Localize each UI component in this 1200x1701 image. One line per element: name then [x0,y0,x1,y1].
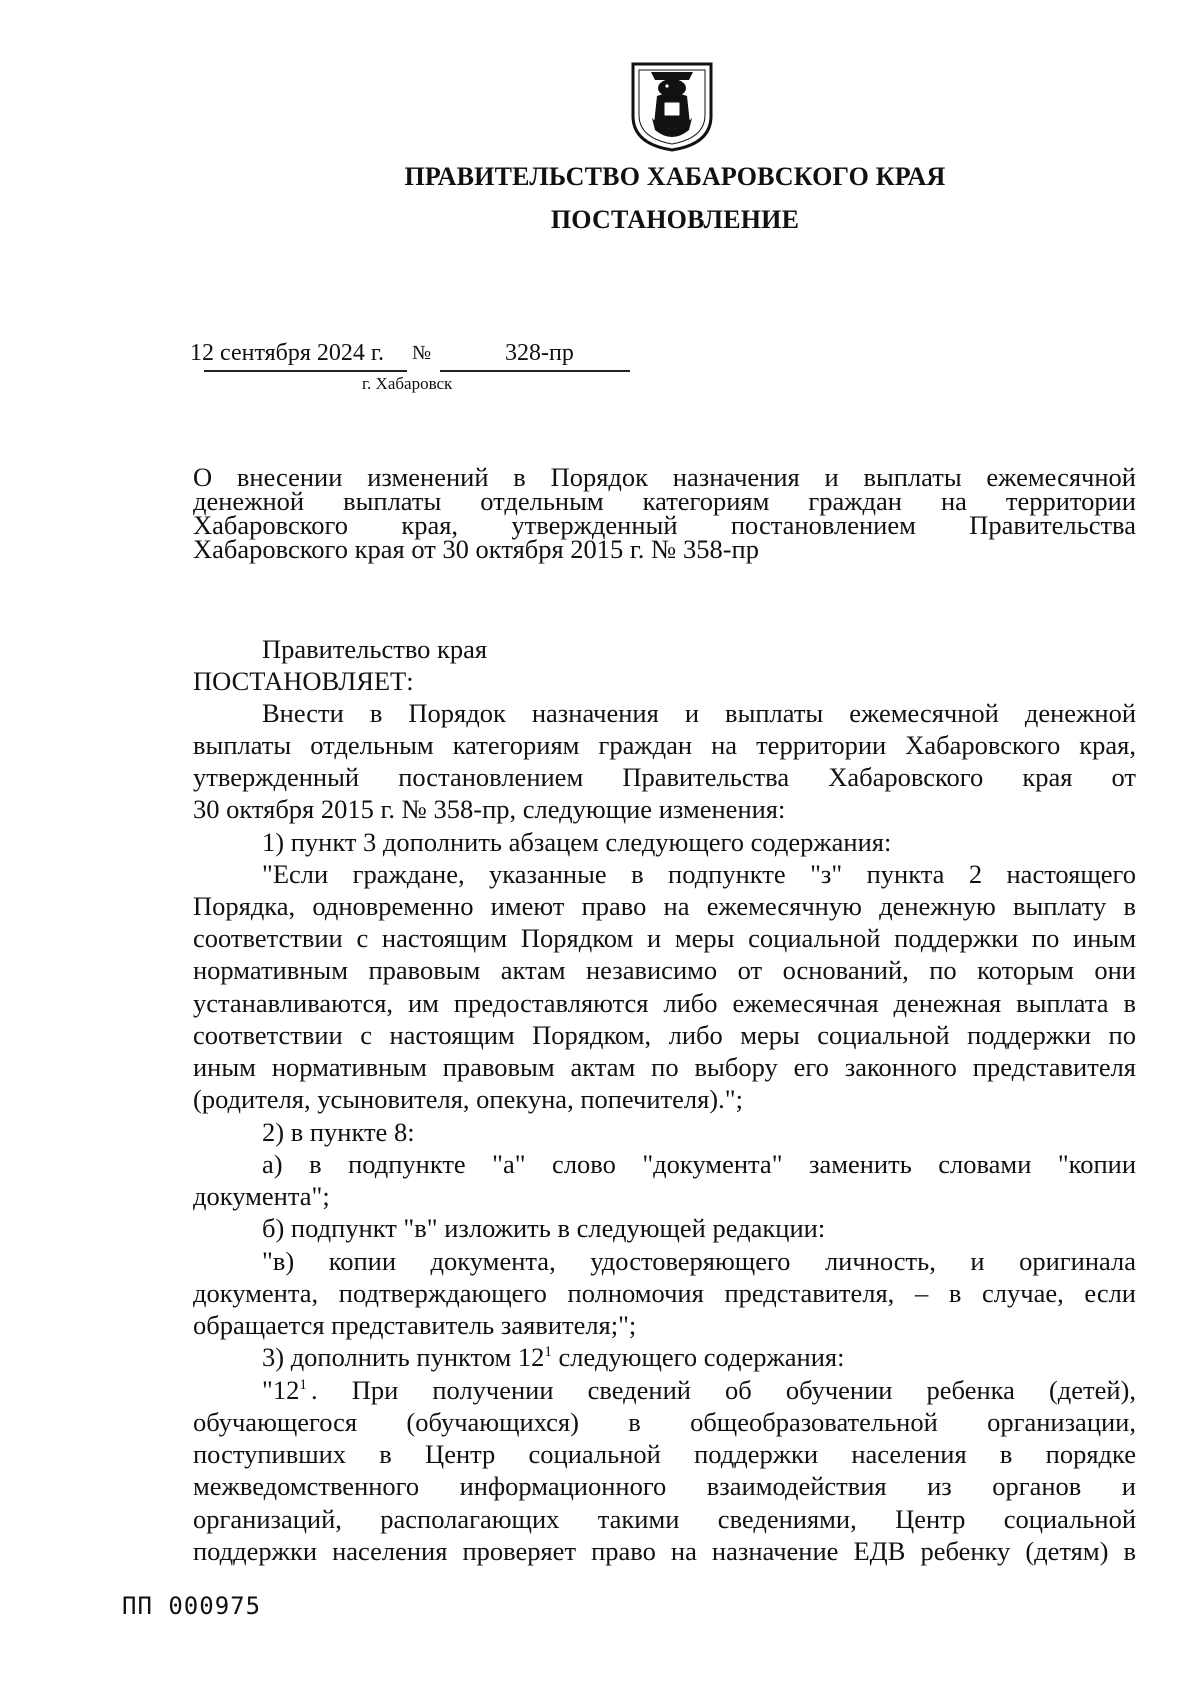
body-line: документа"; [193,1181,330,1211]
body-line: организаций, располагающих такими сведениями, Центр социальной [193,1504,1136,1534]
body-line-part: следующего содержания: [558,1342,845,1372]
number-sign: № [412,342,432,364]
superscript: 1 [544,1344,552,1360]
preamble-subject: Правительство края [262,634,488,664]
body-line: Порядка, одновременно имеют право на ежемесячную денежную выплату в [193,891,1136,921]
form-code: ПП 000975 [122,1592,262,1620]
body-line: обращается представитель заявителя;"; [193,1310,637,1340]
body-line: (родителя, усыновителя, опекуна, попечителя)."; [193,1084,743,1114]
superscript: 1 [299,1377,307,1393]
date-underline [204,370,407,372]
title-line: О внесении изменений в Порядок назначения и выплаты ежемесячной [193,462,1136,492]
document-city: г. Хабаровск [362,374,453,393]
body-line: "Если граждане, указанные в подпункте "з" пункта 2 настоящего [262,859,1136,889]
khabarovsk-coat-of-arms-icon [627,60,717,152]
body-line: 30 октября 2015 г. № 358-пр, следующие изменения: [193,794,786,824]
title-line: денежной выплаты отдельным категориям граждан на территории [193,486,1136,516]
body-line: "в) копии документа, удостоверяющего личность, и оригинала [262,1246,1136,1276]
body-line: а) в подпункте "а" слово "документа" заменить словами "копии [262,1149,1136,1179]
body-line: межведомственного информационного взаимодействия из органов и [193,1471,1136,1501]
document-number: 328-пр [505,340,574,366]
body-line: выплаты отдельным категориям граждан на территории Хабаровского края, [193,730,1136,760]
document-date: 12 сентября 2024 г. [190,340,385,366]
body-line: обучающегося (обучающихся) в общеобразовательной организации, [193,1407,1136,1437]
preamble-resolves: ПОСТАНОВЛЯЕТ: [193,666,414,696]
body-line: поддержки населения проверяет право на назначение ЕДВ ребенку (детям) в [193,1536,1136,1566]
body-line: . При получении сведений об обучении ребенка (детей), [311,1375,1136,1405]
body-line-part: 3) дополнить пунктом 12 [262,1342,545,1372]
body-line-part: "12 [262,1375,300,1405]
body-line: утвержденный постановлением Правительства Хабаровского края от [193,762,1136,792]
body-line: Внести в Порядок назначения и выплаты ежемесячной денежной [262,698,1136,728]
body-line: соответствии с настоящим Порядком, либо меры социальной поддержки по [193,1020,1136,1050]
government-name: ПРАВИТЕЛЬСТВО ХАБАРОВСКОГО КРАЯ [404,162,946,191]
body-line: документа, подтверждающего полномочия представителя, – в случае, если [193,1278,1136,1308]
number-underline [440,370,630,372]
body-line: б) подпункт "в" изложить в следующей редакции: [262,1213,826,1243]
body-line: поступивших в Центр социальной поддержки населения в порядке [193,1439,1136,1469]
body-line: 1) пункт 3 дополнить абзацем следующего содержания: [262,827,892,857]
body-line: нормативным правовым актам независимо от оснований, по которым они [193,955,1136,985]
body-line: иным нормативным правовым актам по выбору его законного представителя [193,1052,1136,1082]
title-line: Хабаровского края, утвержденный постановлением Правительства [193,510,1136,540]
body-line: устанавливаются, им предоставляются либо ежемесячная денежная выплата в [193,988,1136,1018]
document-type: ПОСТАНОВЛЕНИЕ [550,205,800,234]
body-line: 2) в пункте 8: [262,1117,415,1147]
body-line-prefix [262,1374,307,1406]
title-line: Хабаровского края от 30 октября 2015 г. № 358-пр [193,534,759,564]
body-line-with-superscript [262,1341,1136,1373]
body-line: соответствии с настоящим Порядком и меры социальной поддержки по иным [193,923,1136,953]
